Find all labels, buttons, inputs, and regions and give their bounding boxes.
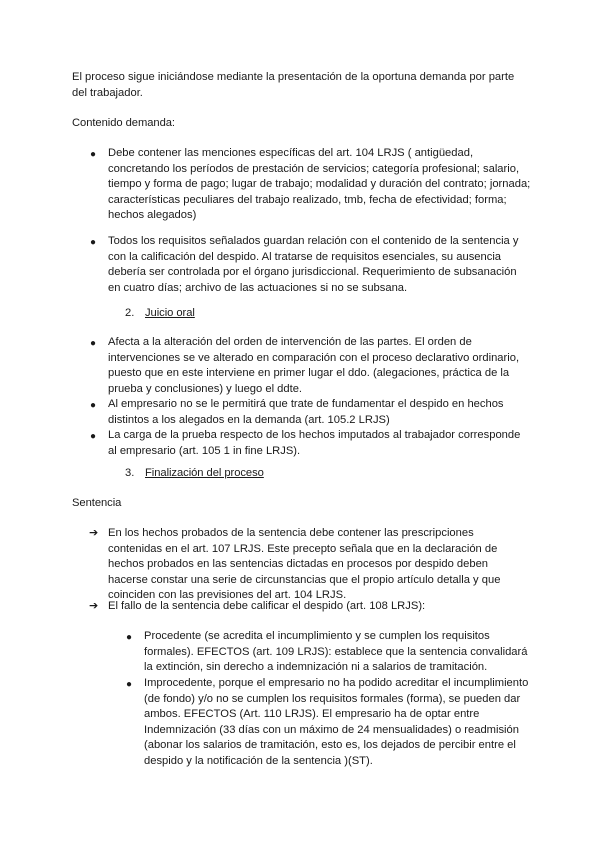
juicio-bullet-3 bbox=[108, 428, 520, 459]
bullet-line: despido y la notificación de la sentencia )(ST). bbox=[144, 754, 373, 767]
bullet-icon: ● bbox=[90, 149, 97, 160]
intro-paragraph bbox=[72, 70, 514, 101]
contenido-bullet-1 bbox=[108, 146, 530, 224]
bullet-line: Al empresario no se le permitirá que trate de fundamentar el despido en hechos bbox=[108, 398, 504, 410]
bullet-line: al empresario (art. 105 1 in fine LRJS). bbox=[108, 444, 301, 457]
bullet-line: debería ser controlada por el órgano jurisdiccional. Requerimiento de subsanación bbox=[108, 266, 517, 279]
arrow-line: El fallo de la sentencia debe calificar el despido (art. 108 LRJS): bbox=[108, 600, 426, 612]
bullet-line: en cuatro días; archivo de las actuaciones si no se subsana. bbox=[108, 281, 408, 294]
bullet-icon: ● bbox=[90, 431, 97, 442]
bullet-line: Indemnización (33 días con un máximo de 24 mensualidades) o readmisión bbox=[144, 723, 519, 736]
bullet-line: formales). EFECTOS (art. 109 LRJS): establece que la sentencia convalidará bbox=[144, 645, 528, 658]
juicio-bullet-2 bbox=[108, 397, 504, 428]
fallo-bullet-improcedente bbox=[144, 676, 528, 770]
juicio-bullet-1 bbox=[108, 335, 519, 397]
bullet-line: Procedente (se acredita el incumplimiento y se cumplen los requisitos bbox=[144, 630, 490, 642]
section-3-title: Finalización del proceso bbox=[145, 467, 264, 479]
bullet-line: Afecta a la alteración del orden de intervención de las partes. El orden de bbox=[108, 336, 472, 348]
bullet-icon: ● bbox=[90, 338, 97, 349]
section-3-number: 3. bbox=[125, 467, 135, 479]
contenido-bullet-2 bbox=[108, 234, 518, 296]
arrow-icon: ➔ bbox=[89, 600, 99, 612]
bullet-line: la extinción, sin derecho a indemnización ni a salarios de tramitación. bbox=[144, 661, 488, 674]
arrow-line: coinciden con las previsiones del art. 104 LRJS. bbox=[108, 589, 347, 602]
intro-line: del trabajador. bbox=[72, 86, 143, 99]
arrow-line: En los hechos probados de la sentencia debe contener las prescripciones bbox=[108, 527, 474, 539]
contenido-heading: Contenido demanda: bbox=[72, 117, 175, 129]
intro-line: El proceso sigue iniciándose mediante la presentación de la oportuna demanda por parte bbox=[72, 71, 515, 83]
arrow-line: contenidas en el art. 107 LRJS. Este precepto señala que en la declaración de bbox=[108, 542, 498, 555]
bullet-line: distintos a los alegados en la demanda (art. 105.2 LRJS) bbox=[108, 413, 390, 426]
section-2-title: Juicio oral bbox=[145, 307, 195, 319]
bullet-line: (abonar los salarios de tramitación, esto es, los dejados de percibir entre el bbox=[144, 739, 516, 752]
section-2-number: 2. bbox=[125, 307, 135, 319]
bullet-icon: ● bbox=[126, 679, 133, 690]
arrow-line: hacerse constar una serie de circunstancias que el propio artículo detalla y que bbox=[108, 573, 501, 586]
bullet-line: intervenciones se ve alterado en comparación con el proceso declarativo ordinario, bbox=[108, 351, 520, 364]
bullet-line: tiempo y forma de pago; lugar de trabajo; modalidad y duración del contrato; jornada; bbox=[108, 178, 531, 191]
bullet-line: Todos los requisitos señalados guardan relación con el contenido de la sentencia y bbox=[108, 235, 519, 247]
bullet-line: prueba y conclusiones) y luego el ddte. bbox=[108, 382, 303, 395]
arrow-icon: ➔ bbox=[89, 527, 99, 539]
sentencia-heading: Sentencia bbox=[72, 497, 122, 509]
bullet-icon: ● bbox=[126, 632, 133, 643]
bullet-icon: ● bbox=[90, 400, 97, 411]
fallo-bullet-procedente bbox=[144, 629, 527, 676]
bullet-line: La carga de la prueba respecto de los hechos imputados al trabajador corresponde bbox=[108, 429, 521, 441]
sentencia-arrow-1 bbox=[108, 526, 500, 604]
bullet-line: Improcedente, porque el empresario no ha podido acreditar el incumplimiento bbox=[144, 677, 529, 689]
sentencia-arrow-2 bbox=[108, 599, 425, 615]
bullet-line: concretando los períodos de prestación de servicios; categoría profesional; salario, bbox=[108, 162, 520, 175]
bullet-line: con la calificación del despido. Al tratarse de requisitos esenciales, su ausencia bbox=[108, 250, 502, 263]
bullet-line: puesto que en este interviene en primer lugar el ddo. (alegaciones, práctica de la bbox=[108, 367, 510, 380]
bullet-line: Debe contener las menciones específicas del art. 104 LRJS ( antigüedad, bbox=[108, 147, 474, 159]
bullet-line: ambos. EFECTOS (Art. 110 LRJS). El empresario ha de optar entre bbox=[144, 708, 480, 721]
bullet-line: características peculiares del trabajo realizado, tmb, fecha de efectividad; forma; bbox=[108, 193, 507, 206]
arrow-line: hechos probados en las sentencias dictadas en procesos por despido deben bbox=[108, 558, 489, 571]
bullet-line: hechos alegados) bbox=[108, 209, 197, 222]
bullet-icon: ● bbox=[90, 237, 97, 248]
bullet-line: (de fondo) y/o no se cumplen los requisitos formales (forma), se pueden dar bbox=[144, 692, 521, 705]
